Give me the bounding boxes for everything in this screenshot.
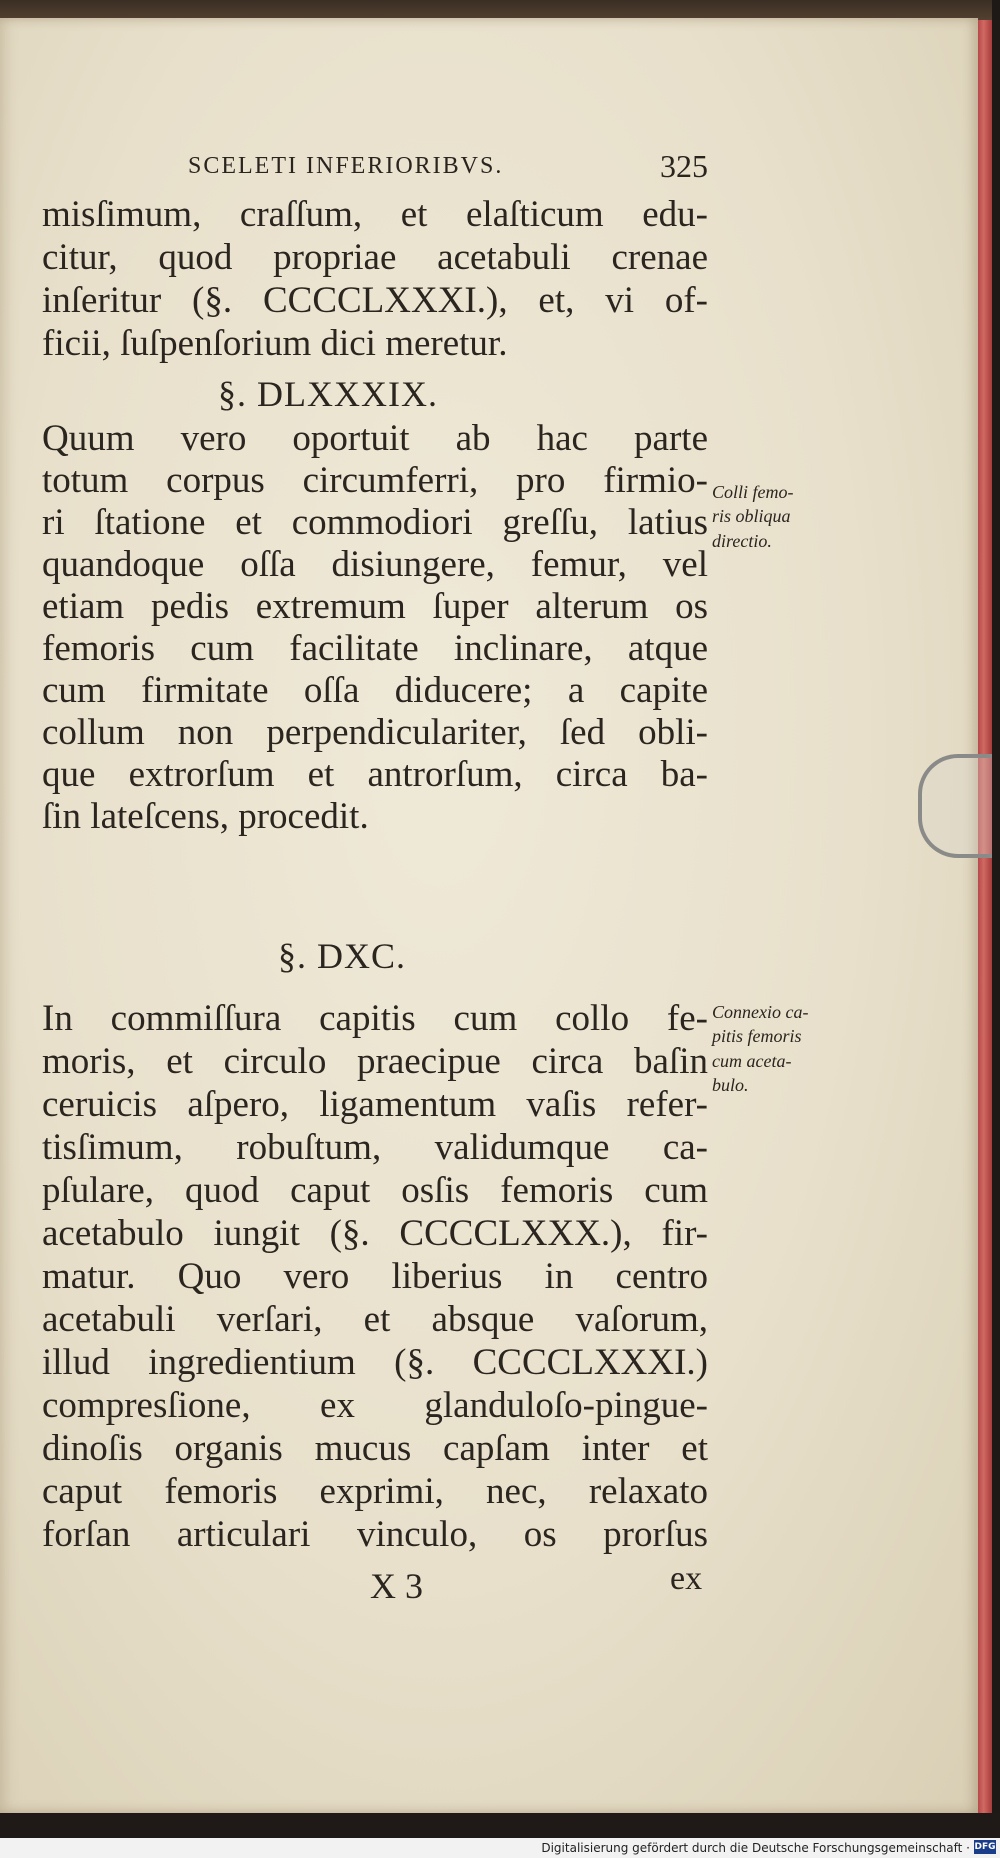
text-line: cum firmitate oſſa diducere; a capite [42, 670, 708, 711]
margin-note-line: Connexio ca- [712, 1002, 809, 1022]
margin-note-line: pitis femoris [712, 1026, 802, 1047]
text-line: caput femoris exprimi, nec, relaxato [42, 1471, 708, 1512]
text-line: matur. Quo vero liberius in centro [42, 1256, 708, 1297]
text-line: collum non perpendiculariter, ſed obli- [42, 712, 708, 753]
section-heading: §. DLXXXIX. [218, 374, 438, 414]
text-line: moris, et circulo praecipue circa baſin [42, 1041, 708, 1082]
text-line: dinoſis organis mucus capſam inter et [42, 1428, 708, 1469]
page-clip [918, 754, 992, 858]
section-heading: §. DXC. [278, 936, 407, 976]
text-line: tisſimum, robuſtum, validumque ca- [42, 1127, 708, 1168]
text-line: pſulare, quod caput osſis femoris cum [42, 1170, 708, 1211]
text-line: inſeritur (§. CCCCLXXXI.), et, vi of- [42, 280, 708, 321]
book-spine-shadow [992, 0, 1000, 1858]
text-line: que extrorſum et antrorſum, circa ba- [42, 754, 708, 795]
text-line: In commiſſura capitis cum collo fe- [42, 998, 708, 1039]
margin-note-line: directio. [712, 530, 772, 551]
credit-text: Digitalisierung gefördert durch die Deutsche Forschungsgemeinschaft · [541, 1841, 970, 1855]
signature-mark: X 3 [370, 1566, 423, 1606]
text-line: etiam pedis extremum ſuper alterum os [42, 586, 708, 627]
text-line: Quum vero oportuit ab hac parte [42, 418, 708, 459]
margin-note-line: bulo. [712, 1074, 749, 1095]
text-line: ri ſtatione et commodiori greſſu, latius [42, 502, 708, 543]
text-line: misſimum, craſſum, et elaſticum edu- [42, 194, 708, 235]
page-red-edge [978, 20, 992, 1815]
text-line: quandoque oſſa disiungere, femur, vel [42, 544, 708, 585]
margin-note-line: cum aceta- [712, 1050, 792, 1071]
running-title: SCELETI INFERIORIBVS. [188, 153, 504, 179]
margin-note [712, 480, 794, 553]
text-line: forſan articulari vinculo, os prorſus [42, 1514, 708, 1555]
catchword: ex [670, 1560, 703, 1597]
text-line: illud ingredientium (§. CCCCLXXXI.) [42, 1342, 708, 1383]
margin-note-line: Colli femo- [712, 482, 794, 502]
text-line: ficii, ſuſpenſorium dici meretur. [42, 323, 508, 364]
page-number: 325 [660, 148, 708, 184]
dfg-logo: DFG [974, 1842, 996, 1852]
margin-note [712, 1000, 808, 1097]
text-line: femoris cum facilitate inclinare, atque [42, 628, 708, 669]
margin-note-line: ris obliqua [712, 506, 791, 527]
text-line: ceruicis aſpero, ligamentum vaſis refer- [42, 1084, 708, 1125]
text-line: ſin lateſcens, procedit. [42, 796, 369, 837]
text-line: acetabuli verſari, et absque vaſorum, [42, 1299, 708, 1340]
text-line: citur, quod propriae acetabuli crenae [42, 237, 708, 278]
text-line: totum corpus circumferri, pro firmio- [42, 460, 708, 501]
text-line: acetabulo iungit (§. CCCCLXXX.), fir- [42, 1213, 708, 1254]
text-line: compresſione, ex glanduloſo-pingue- [42, 1385, 708, 1426]
